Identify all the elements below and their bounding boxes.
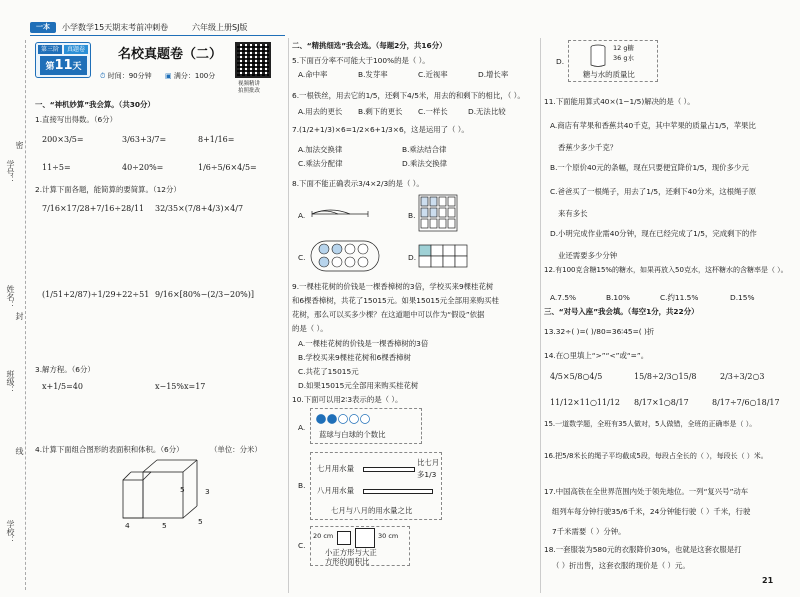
q7-option[interactable]: D.乘法交换律 — [402, 159, 447, 168]
q9-line: 的是（ ）。 — [292, 324, 328, 333]
q8-prompt: 8.下面不能正确表示3/4×2/3的是（ ）。 — [292, 179, 424, 188]
q12-option[interactable]: B.10% — [606, 293, 630, 302]
q12-option[interactable]: D.15% — [730, 293, 755, 302]
q14-item[interactable]: 15/8÷2/3○15/8 — [634, 372, 697, 381]
q4-unit: （单位：分米） — [210, 445, 262, 454]
left-column — [30, 0, 285, 597]
margin-dashed-line — [25, 40, 26, 590]
q10-c-caption: 小正方形与大正 — [325, 548, 377, 557]
school-label: 学校： — [6, 520, 15, 544]
q1-item: 1/6÷5/6×4/5= — [198, 163, 257, 172]
series-title: 小学数学15天期末考前冲刺卷 — [62, 23, 169, 32]
q5-option[interactable]: A.命中率 — [298, 70, 328, 79]
q10-c-label: 20 cm — [313, 532, 334, 540]
q5-option[interactable]: B.发芽率 — [358, 70, 388, 79]
q10-figure-d — [568, 40, 658, 82]
score-icon: ▣ — [165, 72, 172, 80]
q4-prompt: 4.计算下面组合图形的表面积和体积。（6分） — [35, 445, 184, 454]
q10-b-label: 比七月 — [417, 458, 440, 467]
q9-line: 和6棵香樟树，共花了15015元。如果15015元全部用来购买桂 — [292, 296, 499, 305]
q3-prompt: 3.解方程。（6分） — [35, 365, 95, 374]
grade-label: 六年级上册SJ版 — [192, 23, 248, 32]
score-info — [165, 72, 215, 80]
q10-option-a-label[interactable]: A. — [298, 423, 306, 432]
q9-option[interactable]: C.共花了15015元 — [298, 367, 359, 376]
q11-option-a[interactable]: A.商店有苹果和香蕉共40千克，其中苹果的质量占1/5，苹果比 — [550, 121, 756, 130]
d-label: 36 g水 — [613, 54, 634, 62]
q10-option-d-label[interactable]: D. — [556, 57, 565, 66]
mi-mark: 密 — [15, 141, 24, 149]
name-label: 姓名： — [6, 285, 15, 309]
august-bar — [363, 489, 433, 494]
seal-mark: 封 — [15, 312, 24, 320]
day-suffix: 天 — [72, 62, 82, 72]
q11-option-d[interactable]: D.小明完成作业需40分钟，现在已经完成了1/5，完成剩下的作 — [550, 229, 757, 238]
large-square — [355, 528, 375, 548]
day-number: 11 — [54, 58, 73, 73]
q14-item[interactable]: 11/12×11○11/12 — [550, 398, 620, 407]
line-mark: 线 — [15, 447, 24, 455]
q1-item: 8+1/16= — [198, 135, 235, 144]
q18-line: 18.一套服装为580元的衣服降价30%，也就是这套衣服是打 — [544, 545, 742, 554]
q11-option-d[interactable]: 业还需要多少分钟 — [558, 251, 618, 260]
id-label: 学号： — [6, 160, 15, 184]
d-label: 12 g糖 — [613, 44, 634, 52]
q1-item: 3/63+3/7= — [122, 135, 167, 144]
q1-item: 11÷5= — [42, 163, 71, 172]
dim-label: 5 — [162, 521, 167, 530]
q15-prompt: 15.一道数学题，全班有35人做对，5人做错，全班的正确率是（ ）。 — [544, 420, 757, 428]
q12-prompt: 12.有100克含糖15%的糖水，如果再放入50克水，这杯糖水的含糖率是（ ）。 — [544, 266, 788, 274]
q8-figure-a — [310, 204, 370, 224]
q6-option[interactable]: D.无法比较 — [468, 107, 506, 116]
q10-b-label: 多1/3 — [417, 470, 437, 479]
q12-option[interactable]: A.7.5% — [550, 293, 577, 302]
q8-figure-c — [310, 240, 380, 272]
q18-line: （ ）折出售，这套衣服的现价是（ ）元。 — [552, 561, 690, 570]
q14-item[interactable]: 2/3÷3/2○3 — [720, 372, 765, 381]
q9-option[interactable]: B.学校买来9棵桂花树和6棵香樟树 — [298, 353, 411, 362]
qr-caption-1: 视频精讲 — [238, 81, 261, 87]
d-caption: 糖与水的质量比 — [583, 70, 635, 79]
q6-option[interactable]: A.用去的更长 — [298, 107, 343, 116]
q11-option-c[interactable]: C.爸爸买了一根绳子，用去了1/5，还剩下40分米，这根绳子原 — [550, 187, 757, 196]
q3-item: x−15%x=17 — [155, 382, 206, 391]
section-2-title: 二、“精挑细选”我会选。（每题2分，共16分） — [292, 41, 447, 50]
q8-figure-b — [418, 194, 458, 232]
q10-figure-a — [310, 408, 422, 444]
q10-c-label: 30 cm — [378, 532, 399, 540]
q10-prompt: 10.下面可以用2∶3表示的是（ ）。 — [292, 395, 403, 404]
q5-option[interactable]: D.增长率 — [478, 70, 509, 79]
q7-option[interactable]: B.乘法结合律 — [402, 145, 447, 154]
q9-option[interactable]: D.如果15015元全部用来购买桂花树 — [298, 381, 419, 390]
q9-option[interactable]: A.一棵桂花树的价钱是一棵香樟树的3倍 — [298, 339, 429, 348]
q1-item: 40÷20%= — [122, 163, 164, 172]
beaker-icon — [589, 44, 607, 68]
q2-prompt: 2.计算下面各题，能简算的要简算。（12分） — [35, 185, 181, 194]
q10-option-c-label[interactable]: C. — [298, 541, 306, 550]
q7-option[interactable]: C.乘法分配律 — [298, 159, 343, 168]
page-number: 21 — [762, 576, 774, 585]
q8-figure-d — [418, 244, 468, 268]
stage-tag: 真题卷 — [64, 45, 88, 54]
q6-option[interactable]: B.剩下的更长 — [358, 107, 403, 116]
q17-line: 组列车每分钟行驶35/6千米，24分钟能行驶（ ）千米，行驶 — [552, 507, 751, 516]
time-text: 时间：90分钟 — [107, 72, 152, 80]
q6-option[interactable]: C.一样长 — [418, 107, 448, 116]
q3-item: x+1/5=40 — [42, 382, 83, 391]
q8-label[interactable]: A. — [298, 211, 306, 220]
dim-label: 4 — [125, 521, 130, 530]
dim-label: 5 — [180, 485, 185, 494]
ball-row — [315, 413, 419, 425]
q7-prompt: 7.(1/2+1/3)×6=1/2×6+1/3×6，这是运用了（ ）。 — [292, 125, 469, 134]
brand-logo: 一本 — [30, 22, 56, 33]
q14-prompt: 14.在○里填上“>”“<”或“=”。 — [544, 351, 649, 360]
q11-option-b[interactable]: B.一个原价40元的条幅，现在只要便宜降价1/5，现价多少元 — [550, 163, 749, 172]
july-bar — [363, 467, 415, 472]
section-1-title: 一、“神机妙算”我会算。（共30分） — [35, 100, 155, 109]
q10-figure-c — [310, 526, 410, 566]
q8-label[interactable]: B. — [408, 211, 416, 220]
dim-label: 3 — [205, 487, 210, 496]
q16-prompt: 16.把5/8米长的绳子平均截成5段，每段占全长的（ ），每段长（ ）米。 — [544, 452, 768, 460]
q14-item[interactable]: 8/17÷7/6○18/17 — [712, 398, 780, 407]
q9-line: 9.一棵桂花树的价钱是一棵香樟树的3倍，学校买来9棵桂花树 — [292, 282, 494, 291]
q10-a-caption: 蓝球与白球的个数比 — [319, 430, 386, 439]
q17-line: 17.中国高铁在全世界范围内处于领先地位。一列“复兴号”动车 — [544, 487, 749, 496]
q14-item[interactable]: 4/5×5/8○4/5 — [550, 372, 603, 381]
q10-b-label: 八月用水量 — [317, 486, 354, 495]
section-3-title: 三、“对号入座”我会填。（每空1分，共22分） — [544, 307, 699, 316]
q11-prompt: 11.下面能用算式40×(1−1/5)解决的是（ ）。 — [544, 97, 695, 106]
q8-label[interactable]: C. — [298, 253, 306, 262]
q9-line: 花树，那么可以买多少棵？在这道题中可以作为“假设”依据 — [292, 310, 485, 319]
stage-badge — [35, 42, 91, 78]
q17-line: 7千米需要（ ）分钟。 — [552, 527, 626, 536]
q10-b-label: 七月用水量 — [317, 464, 354, 473]
q6-prompt: 6.一根铁丝，用去它的1/5，还剩下4/5米，用去的和剩下的相比，（ ）。 — [292, 91, 525, 100]
q7-option[interactable]: A.加法交换律 — [298, 145, 343, 154]
q10-option-b-label[interactable]: B. — [298, 481, 306, 490]
stage-label: 第三阶 — [38, 45, 62, 54]
qr-code[interactable] — [235, 42, 271, 78]
class-label: 班级： — [6, 370, 15, 394]
q12-option[interactable]: C.约11.5% — [660, 293, 699, 302]
q11-option-a[interactable]: 香蕉少多少千克？ — [558, 143, 618, 152]
q8-label[interactable]: D. — [408, 253, 417, 262]
q2-item: (1/51+2/87)÷1/29+22÷51 — [42, 290, 150, 299]
small-square — [337, 531, 351, 545]
q10-figure-b — [310, 452, 442, 520]
day-prefix: 第 — [45, 62, 55, 72]
qr-caption-2: 拍照批改 — [238, 88, 261, 94]
right-column — [544, 0, 794, 597]
q2-item: 7/16×17/28+7/16÷28/11 — [42, 204, 145, 213]
q13-prompt: 13.32÷( )=( )/80=36∶45=( )折 — [544, 327, 655, 336]
q11-option-c[interactable]: 来有多长 — [558, 209, 588, 218]
exam-title: 名校真题卷（二） — [118, 47, 223, 62]
q1-prompt: 1.直接写出得数。（6分） — [35, 115, 117, 124]
q2-item: 9/16×[80%−(2/3−20%)] — [155, 290, 254, 299]
q10-c-caption: 方形的面积比 — [325, 557, 370, 566]
composite-solid-figure — [115, 458, 210, 526]
q1-item: 200×3/5= — [42, 135, 84, 144]
q10-b-caption: 七月与八月的用水量之比 — [331, 506, 413, 515]
day-badge — [40, 56, 87, 75]
score-text: 满分：100分 — [173, 72, 216, 80]
q5-prompt: 5.下面百分率不可能大于100%的是（ ）。 — [292, 56, 430, 65]
dim-label: 5 — [198, 517, 203, 526]
q5-option[interactable]: C.近视率 — [418, 70, 448, 79]
middle-column — [292, 0, 537, 597]
column-divider — [288, 38, 289, 593]
q2-item: 32/35×(7/8+4/3)×4/7 — [155, 204, 244, 213]
q14-item[interactable]: 8/17×1○8/17 — [634, 398, 689, 407]
time-info — [100, 72, 152, 80]
clock-icon: ⏱ — [100, 72, 106, 80]
column-divider — [540, 38, 541, 593]
